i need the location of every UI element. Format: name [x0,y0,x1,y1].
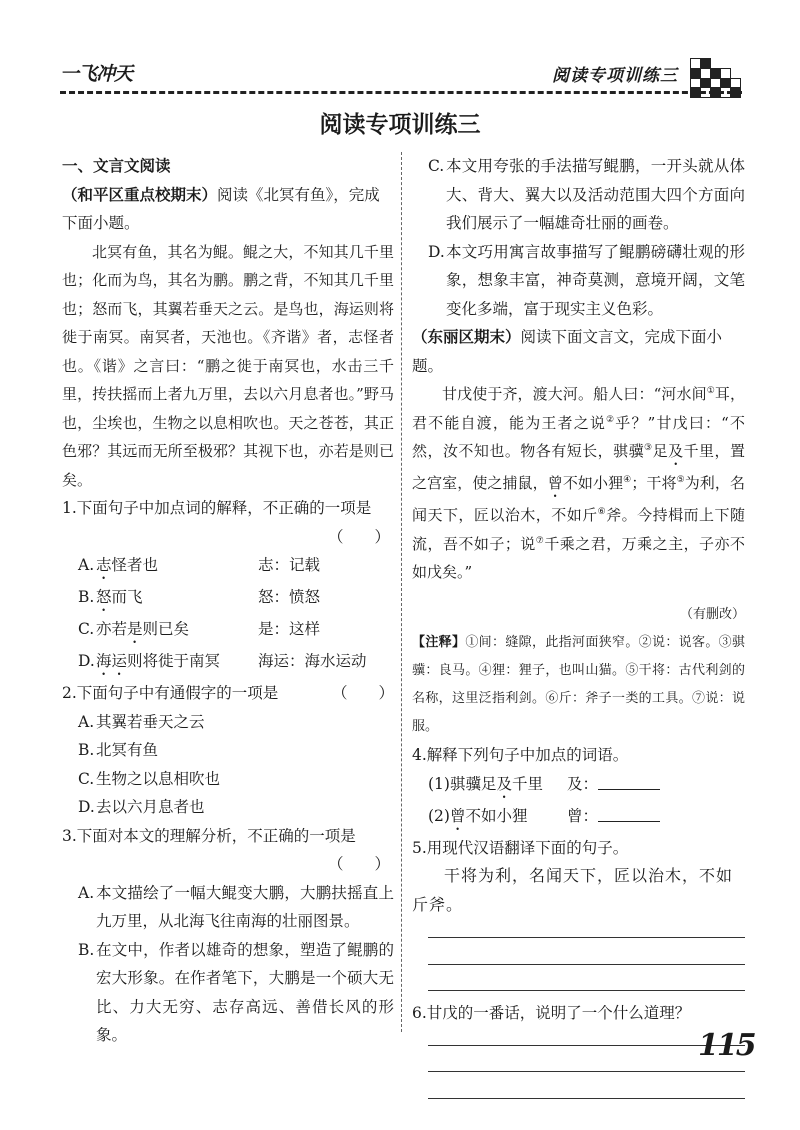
option-letter: D. [78,652,95,670]
option-gloss: 是：这样 [258,620,321,638]
question-2-stem: 2.下面句子中有通假字的一项是 [62,684,279,702]
attribution: （有删改） [679,606,745,622]
q3-option-d [412,238,745,324]
option-text: 生物之以息相吹也 [96,769,221,788]
passage-text: 不如小狸 [562,474,624,492]
emphasized-word: 是 [127,620,143,638]
emphasized-word: 海运 [96,652,128,670]
option-sentence [96,551,258,583]
q1-option-c [62,615,394,647]
option-text: 本文用夸张的手法描写鲲鹏，一开头就从体大、背大、翼大以及活动范围大四个方面向我们展示了一幅雄奇壮丽的画卷。 [446,157,745,232]
q2-option-d [62,793,394,822]
answer-lines [428,919,745,991]
question-6-stem: 6.甘戊的一番话，说明了一个什么道理？ [412,1004,691,1022]
answer-line [428,965,745,992]
footnote-marker: ⑥ [597,507,607,517]
emphasized-word: 志 [96,556,112,574]
question-3-stem: 3.下面对本文的理解分析，不正确的一项是 [62,826,356,845]
passage-text: 乎？”甘戊曰：“不然，汝不知也。物各有短长，骐骥 [412,413,745,460]
emphasized-word: 曾 [547,474,563,492]
q1-option-b [62,583,394,615]
item-label: 及： [567,774,599,793]
option-letter: C. [428,157,445,175]
q1-option-a [62,551,394,583]
answer-line [428,919,745,938]
sentence-text: 骐骥足 [449,774,497,793]
page-number: 115 [698,1028,755,1063]
option-text: 本文巧用寓言故事描写了鲲鹏磅礴壮观的形象，想象丰富，神奇莫测，意境开阔，文笔变化多端，富于现实主义色彩。 [446,242,745,318]
annotations [412,629,745,741]
option-letter: A. [78,883,95,902]
q3-option-a [62,879,394,936]
item-sentence [428,802,567,834]
question-4-stem: 4.解释下列句子中加点的词语。 [412,746,629,764]
option-letter: B. [78,741,95,759]
option-text: 北冥有鱼 [96,741,159,759]
option-text: 去以六月息者也 [96,798,205,816]
option-gloss: 海运：海水运动 [258,652,367,670]
footnote-marker: ④ [623,475,632,485]
passage-text: ；干将 [631,474,677,492]
emphasized-word: 怒 [96,588,112,606]
sentence-to-translate: 干将为利，名闻天下，匠以治木，不如斤斧。 [412,866,734,914]
question-1-stem: 1.下面句子中加点词的解释，不正确的一项是 [62,499,372,517]
option-letter: D. [78,798,95,816]
answer-line [428,1072,745,1099]
passage-text: 耳，君不能自渡，能为王者之说 [412,385,745,432]
footnote-marker: ③ [644,443,653,453]
q2-option-c [62,765,394,794]
footnote-marker: ② [606,414,616,425]
sentence-text: 亦若 [96,620,128,638]
q2-option-b [62,736,394,765]
answer-blank [598,770,660,790]
passage-text: 千乘之君，万乘之主，子亦不如戊矣。” [412,534,745,581]
q3-option-b [62,936,394,1050]
option-letter: C. [78,620,95,638]
option-letter: C. [78,769,95,788]
sentence-text: 不如小狸 [465,806,528,825]
footnote-marker: ⑤ [676,475,685,485]
left-column [62,152,394,1050]
sentence-text: 而飞 [111,588,143,606]
option-sentence [96,615,258,647]
item-label: 曾： [567,806,599,825]
instruction-text: 阅读下面文言文，完成下面小题。 [412,328,723,375]
question-2-stem-row [62,679,394,708]
passage-text: 斧。今持楫而上下随流，吾不如子；说 [412,506,745,553]
option-sentence [96,647,258,679]
question-5-stem: 5.用现代汉语翻译下面的句子。 [412,838,629,857]
right-column [412,152,745,1099]
q4-item-1 [412,770,745,802]
instruction-text: 阅读《北冥有鱼》，完成下面小题。 [62,185,380,232]
answer-bracket: （ ） [331,684,394,702]
option-text: 在文中，作者以雄奇的想象，塑造了鲲鹏的宏大形象。在作者笔下，大鹏是一个硕大无比、力大无穷、志存高远、善借长风的形象。 [96,940,394,1044]
option-letter: A. [78,712,95,731]
answer-line [428,938,745,965]
sentence-text: 则已矣 [142,620,190,638]
option-letter: B. [78,588,95,606]
annotations-text: ①间：缝隙，此指河面狭窄。②说：说客。③骐骥：良马。④狸：狸子，也叫山猫。⑤干将：古代利剑的名称，这里泛指利剑。⑥斤：斧子一类的工具。⑦说：说服。 [412,635,745,734]
emphasized-word: 曾 [449,806,466,825]
classical-passage [412,380,745,587]
option-sentence [96,583,258,615]
option-text: 其翼若垂天之云 [96,712,205,731]
passage-text: 为利，名闻天下，匠以治木，不如斤 [412,474,745,524]
answer-bracket: （ ） [327,527,390,546]
classical-passage: 北冥有鱼，其名为鲲。鲲之大，不知其几千里也；化而为鸟，其名为鹏。鹏之背，不知其几千里也；怒而飞，其翼若垂天之云。是鸟也，海运则将徙于南冥。南冥者，天池也。《齐谐》者，志怪者也。《谐》之言曰：“鹏之徙于南冥也，水击三千里，抟扶摇而上者九万里，去以六月息者也。”野马也，尘埃也，生物之以息相吹也。天之苍苍，其正色邪？其远而无所至极邪？其视下也，亦若是则已矣。 [62,242,394,489]
source-tag: （东丽区期末） [412,327,521,346]
q4-item-2 [412,802,745,834]
footnote-marker: ⑦ [535,535,545,546]
item-number: (2) [428,806,450,825]
q2-option-a [62,708,394,737]
q3-option-c [412,152,745,238]
option-gloss: 怒：愤怒 [258,588,321,606]
reading-instruction [62,181,394,238]
q1-option-d [62,647,394,679]
answer-bracket: （ ） [327,855,390,873]
passage-text: 足 [652,442,669,460]
sentence-text: 怪者也 [111,556,159,574]
passage-text: 千里，置之宫室，使之捕鼠， [412,442,745,492]
sentence-text: 则将徙于南冥 [127,652,221,670]
section-heading: 一、文言文阅读 [62,156,171,175]
brand-logo: 一飞冲天 [60,63,133,85]
sentence-text: 千里 [512,774,544,793]
option-text: 本文描绘了一幅大鲲变大鹏，大鹏扶摇直上九万里，从北海飞往南海的壮丽图景。 [96,883,394,930]
option-letter: B. [78,940,95,959]
emphasized-word: 及 [668,442,684,460]
section-label: 阅读专项训练三 [552,66,678,86]
item-sentence [428,770,567,802]
source-tag: （和平区重点校期末） [62,184,218,204]
page-title: 阅读专项训练三 [319,111,481,138]
option-letter: D. [428,242,445,261]
annotations-label: 【注释】 [412,635,466,650]
emphasized-word: 及 [496,774,512,793]
footnote-marker: ① [706,386,715,396]
passage-text: 甘戊使于齐，渡大河。船人曰：“河水间 [442,385,707,403]
option-gloss: 志：记载 [258,556,321,574]
header-divider [60,91,742,94]
reading-instruction [412,323,745,380]
option-letter: A. [78,556,95,574]
column-divider [401,152,402,1032]
answer-blank [598,802,660,822]
item-number: (1) [428,774,450,793]
